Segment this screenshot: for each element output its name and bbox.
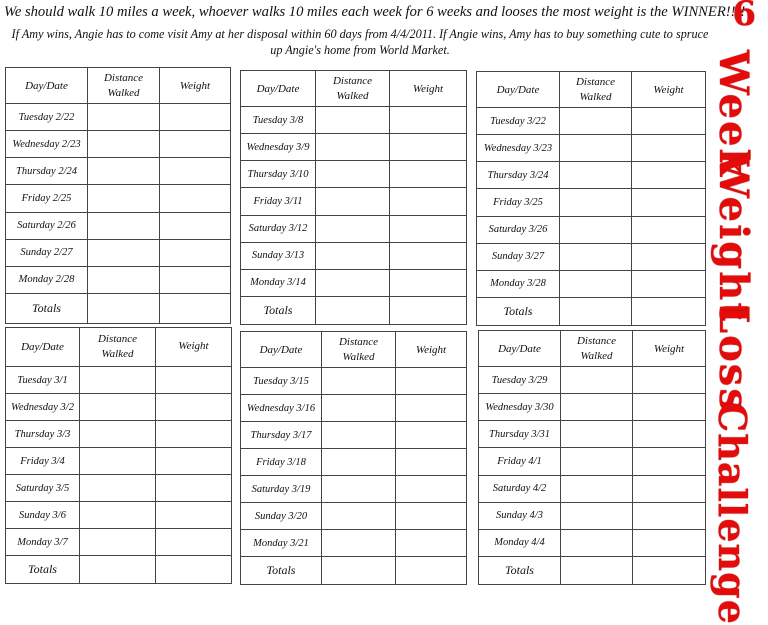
day-label: Friday 4/1 xyxy=(479,448,561,475)
distance-cell[interactable] xyxy=(561,529,633,556)
weight-cell[interactable] xyxy=(390,107,467,134)
weight-cell[interactable] xyxy=(390,161,467,188)
table-row xyxy=(479,421,706,448)
weight-cell[interactable] xyxy=(632,189,706,216)
column-header-distance: Distance Walked xyxy=(88,68,160,104)
totals-row xyxy=(477,297,706,325)
table-row xyxy=(6,239,231,266)
column-header-day: Day/Date xyxy=(6,68,88,104)
weight-cell[interactable] xyxy=(632,108,706,135)
weight-cell[interactable] xyxy=(633,529,706,556)
column-header-distance: Distance Walked xyxy=(322,332,396,368)
table-row xyxy=(241,215,467,242)
day-label: Wednesday 3/16 xyxy=(241,395,322,422)
title-challenge: Challenge xyxy=(710,402,755,625)
day-label: Friday 3/25 xyxy=(477,189,560,216)
distance-cell[interactable] xyxy=(322,503,396,530)
column-header-weight: Weight xyxy=(632,72,706,108)
distance-cell[interactable] xyxy=(80,529,156,556)
week-table-4 xyxy=(5,327,232,584)
day-label: Wednesday 3/2 xyxy=(6,394,80,421)
distance-cell[interactable] xyxy=(560,162,632,189)
weight-cell[interactable] xyxy=(160,239,231,266)
day-label: Thursday 3/31 xyxy=(479,421,561,448)
table-row xyxy=(477,108,706,135)
distance-cell[interactable] xyxy=(561,421,633,448)
day-label: Friday 3/18 xyxy=(241,449,322,476)
table-row xyxy=(479,367,706,394)
title-week: Week xyxy=(710,50,757,179)
column-header-weight: Weight xyxy=(390,71,467,107)
weight-cell[interactable] xyxy=(160,158,231,185)
table-row xyxy=(241,269,467,296)
total-distance-cell[interactable] xyxy=(561,556,633,584)
table-row xyxy=(479,448,706,475)
table-row xyxy=(6,158,231,185)
weight-cell[interactable] xyxy=(390,188,467,215)
distance-cell[interactable] xyxy=(316,215,390,242)
distance-cell[interactable] xyxy=(322,395,396,422)
weight-cell[interactable] xyxy=(156,475,232,502)
totals-row xyxy=(6,556,232,584)
day-label: Wednesday 2/23 xyxy=(6,131,88,158)
weight-cell[interactable] xyxy=(390,269,467,296)
day-label: Sunday 3/20 xyxy=(241,503,322,530)
table-row xyxy=(6,131,231,158)
day-label: Wednesday 3/23 xyxy=(477,135,560,162)
distance-cell[interactable] xyxy=(88,104,160,131)
distance-cell[interactable] xyxy=(88,239,160,266)
day-label: Thursday 3/17 xyxy=(241,422,322,449)
wager-terms: If Amy wins, Angie has to come visit Amy at her disposal within 60 days from 4/4/2011. If Angie wins, Amy has to buy something cute to spruce up Angie's home from World Market. xyxy=(11,27,709,57)
weight-cell[interactable] xyxy=(633,448,706,475)
distance-cell[interactable] xyxy=(316,269,390,296)
distance-cell[interactable] xyxy=(322,530,396,557)
table-row xyxy=(241,395,467,422)
week-table-3 xyxy=(476,71,706,326)
weight-cell[interactable] xyxy=(160,212,231,239)
totals-row xyxy=(241,296,467,324)
week-table-1 xyxy=(5,67,231,324)
day-label: Saturday 3/5 xyxy=(6,475,80,502)
day-label: Friday 3/4 xyxy=(6,448,80,475)
distance-cell[interactable] xyxy=(88,185,160,212)
totals-label: Totals xyxy=(477,297,560,325)
table-row xyxy=(477,216,706,243)
day-label: Tuesday 3/29 xyxy=(479,367,561,394)
column-header-day: Day/Date xyxy=(241,332,322,368)
weight-cell[interactable] xyxy=(396,503,467,530)
table-row xyxy=(6,185,231,212)
column-header-day: Day/Date xyxy=(241,71,316,107)
table-row xyxy=(477,162,706,189)
day-label: Saturday 2/26 xyxy=(6,212,88,239)
day-label: Saturday 3/12 xyxy=(241,215,316,242)
table-row xyxy=(241,134,467,161)
weight-cell[interactable] xyxy=(396,476,467,503)
weight-cell[interactable] xyxy=(633,367,706,394)
table-row xyxy=(6,212,231,239)
totals-label: Totals xyxy=(6,293,88,323)
day-label: Sunday 3/13 xyxy=(241,242,316,269)
day-label: Saturday 4/2 xyxy=(479,475,561,502)
table-row xyxy=(241,449,467,476)
distance-cell[interactable] xyxy=(560,189,632,216)
table-row xyxy=(6,367,232,394)
weight-cell[interactable] xyxy=(390,242,467,269)
weight-cell[interactable] xyxy=(160,185,231,212)
weight-cell[interactable] xyxy=(156,367,232,394)
day-label: Saturday 3/26 xyxy=(477,216,560,243)
distance-cell[interactable] xyxy=(560,135,632,162)
day-label: Monday 3/14 xyxy=(241,269,316,296)
title-number: 6 xyxy=(732,0,756,34)
distance-cell[interactable] xyxy=(560,270,632,297)
day-label: Friday 2/25 xyxy=(6,185,88,212)
challenge-title xyxy=(704,0,768,625)
weight-cell[interactable] xyxy=(632,243,706,270)
distance-cell[interactable] xyxy=(80,421,156,448)
week-table-6 xyxy=(478,330,706,585)
distance-cell[interactable] xyxy=(322,449,396,476)
totals-label: Totals xyxy=(241,296,316,324)
weight-cell[interactable] xyxy=(156,502,232,529)
distance-cell[interactable] xyxy=(316,161,390,188)
day-label: Sunday 2/27 xyxy=(6,239,88,266)
totals-row xyxy=(6,293,231,323)
table-row xyxy=(241,242,467,269)
weight-cell[interactable] xyxy=(160,104,231,131)
weight-cell[interactable] xyxy=(396,395,467,422)
distance-cell[interactable] xyxy=(561,475,633,502)
weight-cell[interactable] xyxy=(632,135,706,162)
distance-cell[interactable] xyxy=(561,367,633,394)
column-header-distance: Distance Walked xyxy=(561,331,633,367)
day-label: Wednesday 3/30 xyxy=(479,394,561,421)
distance-cell[interactable] xyxy=(88,131,160,158)
distance-cell[interactable] xyxy=(316,188,390,215)
distance-cell[interactable] xyxy=(561,502,633,529)
table-row xyxy=(477,243,706,270)
distance-cell[interactable] xyxy=(316,242,390,269)
weight-cell[interactable] xyxy=(633,394,706,421)
table-row xyxy=(241,368,467,395)
table-row xyxy=(241,188,467,215)
distance-cell[interactable] xyxy=(322,368,396,395)
totals-row xyxy=(479,556,706,584)
totals-label: Totals xyxy=(241,557,322,585)
table-row xyxy=(6,394,232,421)
day-label: Monday 2/28 xyxy=(6,266,88,293)
weight-cell[interactable] xyxy=(633,502,706,529)
column-header-weight: Weight xyxy=(633,331,706,367)
table-row xyxy=(241,107,467,134)
day-label: Sunday 3/27 xyxy=(477,243,560,270)
column-header-day: Day/Date xyxy=(479,331,561,367)
table-row xyxy=(6,266,231,293)
column-header-day: Day/Date xyxy=(6,328,80,367)
distance-cell[interactable] xyxy=(560,108,632,135)
day-label: Thursday 3/10 xyxy=(241,161,316,188)
weight-cell[interactable] xyxy=(633,475,706,502)
challenge-rules: We should walk 10 miles a week, whoever walks 10 miles each week for 6 weeks and looses the most weight is the WINNER!!!! xyxy=(4,4,746,20)
distance-cell[interactable] xyxy=(80,448,156,475)
table-row xyxy=(479,502,706,529)
total-weight-cell[interactable] xyxy=(632,297,706,325)
total-distance-cell[interactable] xyxy=(88,293,160,323)
distance-cell[interactable] xyxy=(88,266,160,293)
table-row xyxy=(6,529,232,556)
weight-cell[interactable] xyxy=(632,270,706,297)
day-label: Monday 4/4 xyxy=(479,529,561,556)
column-header-weight: Weight xyxy=(160,68,231,104)
total-weight-cell[interactable] xyxy=(390,296,467,324)
table-row xyxy=(477,189,706,216)
distance-cell[interactable] xyxy=(80,502,156,529)
day-label: Monday 3/28 xyxy=(477,270,560,297)
week-table-2 xyxy=(240,70,467,325)
table-row xyxy=(241,422,467,449)
day-label: Tuesday 3/15 xyxy=(241,368,322,395)
day-label: Wednesday 3/9 xyxy=(241,134,316,161)
total-weight-cell[interactable] xyxy=(633,556,706,584)
weight-cell[interactable] xyxy=(156,448,232,475)
weight-cell[interactable] xyxy=(396,422,467,449)
column-header-distance: Distance Walked xyxy=(560,72,632,108)
table-row xyxy=(479,529,706,556)
column-header-day: Day/Date xyxy=(477,72,560,108)
weight-cell[interactable] xyxy=(156,394,232,421)
weight-cell[interactable] xyxy=(390,215,467,242)
table-row xyxy=(6,448,232,475)
weight-cell[interactable] xyxy=(160,131,231,158)
table-row xyxy=(6,475,232,502)
day-label: Monday 3/7 xyxy=(6,529,80,556)
totals-row xyxy=(241,557,467,585)
day-label: Thursday 3/3 xyxy=(6,421,80,448)
distance-cell[interactable] xyxy=(316,107,390,134)
day-label: Saturday 3/19 xyxy=(241,476,322,503)
table-row xyxy=(479,394,706,421)
distance-cell[interactable] xyxy=(80,394,156,421)
table-row xyxy=(6,421,232,448)
table-row xyxy=(477,270,706,297)
day-label: Tuesday 2/22 xyxy=(6,104,88,131)
total-distance-cell[interactable] xyxy=(80,556,156,584)
distance-cell[interactable] xyxy=(322,476,396,503)
table-row xyxy=(477,135,706,162)
distance-cell[interactable] xyxy=(80,367,156,394)
table-row xyxy=(6,104,231,131)
total-weight-cell[interactable] xyxy=(396,557,467,585)
total-weight-cell[interactable] xyxy=(160,293,231,323)
total-distance-cell[interactable] xyxy=(316,296,390,324)
distance-cell[interactable] xyxy=(88,212,160,239)
day-label: Friday 3/11 xyxy=(241,188,316,215)
table-row xyxy=(241,476,467,503)
table-row xyxy=(6,502,232,529)
weight-cell[interactable] xyxy=(156,421,232,448)
weight-cell[interactable] xyxy=(156,529,232,556)
weight-cell[interactable] xyxy=(160,266,231,293)
distance-cell[interactable] xyxy=(561,448,633,475)
title-loss: Loss xyxy=(710,305,757,413)
weight-cell[interactable] xyxy=(633,421,706,448)
day-label: Tuesday 3/8 xyxy=(241,107,316,134)
table-row xyxy=(479,475,706,502)
distance-cell[interactable] xyxy=(80,475,156,502)
weight-cell[interactable] xyxy=(396,449,467,476)
distance-cell[interactable] xyxy=(322,422,396,449)
weight-cell[interactable] xyxy=(396,530,467,557)
distance-cell[interactable] xyxy=(561,394,633,421)
day-label: Sunday 4/3 xyxy=(479,502,561,529)
column-header-distance: Distance Walked xyxy=(316,71,390,107)
column-header-weight: Weight xyxy=(396,332,467,368)
column-header-distance: Distance Walked xyxy=(80,328,156,367)
table-row xyxy=(241,161,467,188)
day-label: Thursday 2/24 xyxy=(6,158,88,185)
totals-label: Totals xyxy=(479,556,561,584)
distance-cell[interactable] xyxy=(560,216,632,243)
weight-cell[interactable] xyxy=(632,216,706,243)
weight-cell[interactable] xyxy=(390,134,467,161)
distance-cell[interactable] xyxy=(88,158,160,185)
day-label: Thursday 3/24 xyxy=(477,162,560,189)
column-header-weight: Weight xyxy=(156,328,232,367)
day-label: Tuesday 3/1 xyxy=(6,367,80,394)
week-table-5 xyxy=(240,331,467,585)
totals-label: Totals xyxy=(6,556,80,584)
weight-cell[interactable] xyxy=(632,162,706,189)
day-label: Tuesday 3/22 xyxy=(477,108,560,135)
total-distance-cell[interactable] xyxy=(560,297,632,325)
table-row xyxy=(241,530,467,557)
weight-cell[interactable] xyxy=(396,368,467,395)
day-label: Monday 3/21 xyxy=(241,530,322,557)
table-row xyxy=(241,503,467,530)
distance-cell[interactable] xyxy=(560,243,632,270)
total-distance-cell[interactable] xyxy=(322,557,396,585)
day-label: Sunday 3/6 xyxy=(6,502,80,529)
total-weight-cell[interactable] xyxy=(156,556,232,584)
title-weight: Weight xyxy=(710,153,757,323)
distance-cell[interactable] xyxy=(316,134,390,161)
